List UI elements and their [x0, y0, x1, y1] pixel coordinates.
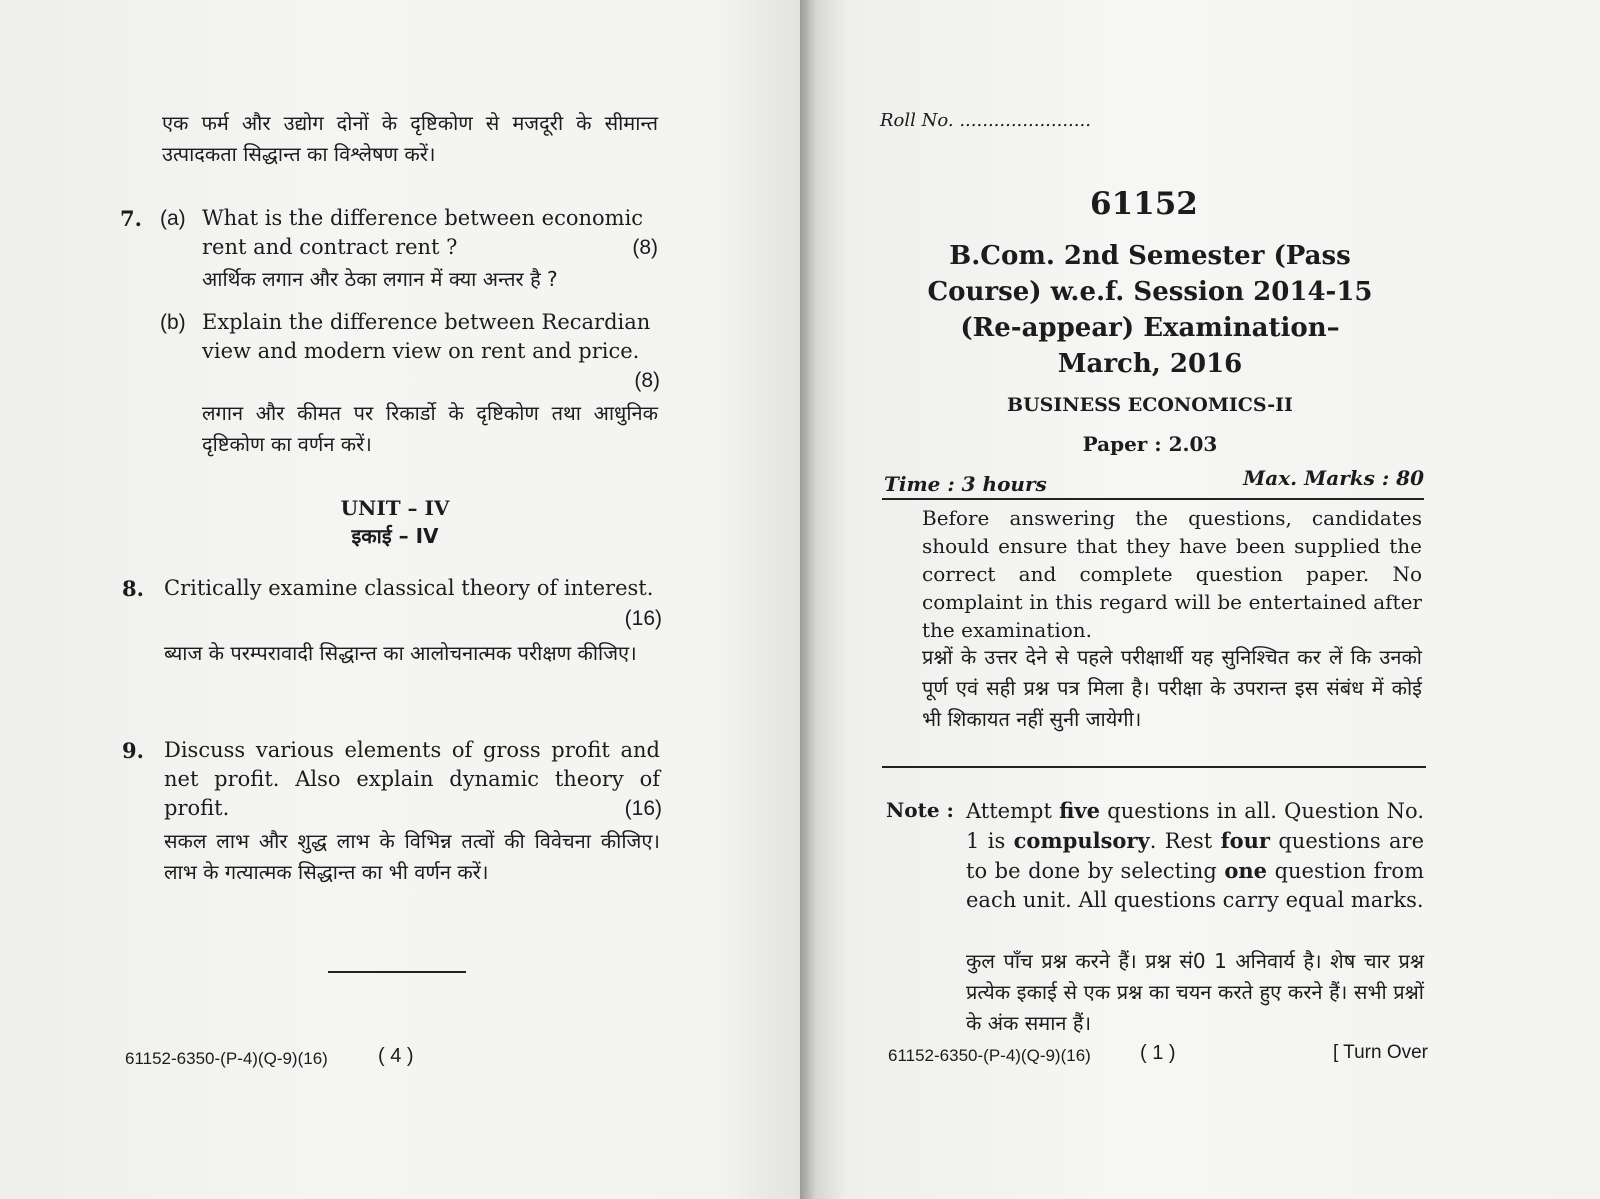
q8-hindi: ब्याज के परम्परावादी सिद्धान्त का आलोचनात्मक परीक्षण कीजिए।: [164, 641, 637, 665]
title-line: Course) w.e.f. Session 2014-15: [927, 277, 1373, 307]
unit-heading: [300, 494, 490, 550]
right-page-number: ( 1 ): [1140, 1042, 1176, 1064]
q9-hindi: सकल लाभ और शुद्ध लाभ के विभिन्न तत्वों की विवेचना कीजिए। लाभ के गत्यात्मक सिद्धान्त का भी वर्णन करें।: [164, 829, 660, 884]
turn-over: [ Turn Over: [1332, 1042, 1428, 1063]
note-hindi: कुल पाँच प्रश्न करने हैं। प्रश्न सं0 1 अनिवार्य है। शेष चार प्रश्न प्रत्येक इकाई से एक प्रश्न का चयन करते हुए करने हैं। सभी प्रश्नों के अंक समान हैं।: [966, 949, 1424, 1035]
q7a-text: [202, 204, 658, 262]
q9-text: Discuss various elements of gross profit and net profit. Also explain dynamic theory of profit.: [164, 738, 660, 820]
left-footer-code: 61152-6350-(P-4)(Q-9)(16): [125, 1049, 328, 1068]
note-part: question from each unit. All questions carry equal marks.: [966, 859, 1424, 912]
title-line: B.Com. 2nd Semester (Pass: [949, 241, 1351, 271]
q7b-label: (b): [160, 311, 186, 334]
right-page: [800, 0, 1600, 1199]
q7a-question: What is the difference between economic rent and contract rent ?: [202, 206, 644, 259]
paper-number: Paper : 2.03: [1082, 432, 1218, 456]
q9-number: 9.: [122, 738, 144, 763]
q7-number: 7.: [120, 206, 142, 231]
q7b-marks: (8): [634, 369, 660, 392]
title-line: (Re-appear) Examination–: [960, 313, 1340, 343]
q7b-hindi: लगान और कीमत पर रिकार्डो के दृष्टिकोण तथा आधुनिक दृष्टिकोण का वर्णन करें।: [202, 401, 658, 456]
q9-marks: (16): [624, 797, 662, 820]
instructions: Before answering the questions, candidates should ensure that they have been supplied the correct and complete question paper. No complaint in this regard will be entertained after the examination.: [922, 506, 1422, 642]
note-part: questions are to be done by selecting: [966, 829, 1424, 883]
note-emphasis: compulsory: [1013, 828, 1150, 853]
note-emphasis: four: [1220, 828, 1270, 853]
left-page-number: ( 4 ): [378, 1045, 414, 1067]
q8-number: 8.: [122, 576, 144, 601]
q7b-text: Explain the difference between Recardian view and modern view on rent and price.: [202, 310, 651, 363]
note-emphasis: one: [1224, 858, 1267, 883]
unit-title: UNIT – IV: [340, 496, 450, 520]
roll-no-field: Roll No. .......................: [880, 110, 1091, 131]
q8-marks: (16): [624, 607, 662, 630]
q8-text: Critically examine classical theory of interest.: [164, 576, 654, 600]
right-footer-code: 61152-6350-(P-4)(Q-9)(16): [888, 1046, 1091, 1065]
subject-title: BUSINESS ECONOMICS-II: [1007, 394, 1293, 416]
title-line: March, 2016: [1057, 349, 1243, 379]
note-emphasis: five: [1059, 798, 1100, 823]
instructions-rule: [882, 766, 1426, 768]
max-marks: Max. Marks : 80: [1243, 466, 1424, 490]
q7a-hindi: आर्थिक लगान और ठेका लगान में क्या अन्तर है ?: [202, 267, 558, 291]
time-allowed: Time : 3 hours: [884, 472, 1047, 496]
paper-code: 61152: [1090, 186, 1198, 222]
header-rule: [882, 498, 1424, 500]
note-part: Attempt: [966, 799, 1060, 823]
note-part: questions in all. Question No. 1 is: [966, 799, 1424, 853]
instructions-hindi: प्रश्नों के उत्तर देने से पहले परीक्षार्थी यह सुनिश्चित कर लें कि उनको पूर्ण एवं सही प्रश्न पत्र मिला है। परीक्षा के उपरान्त इस संबंध में कोई भी शिकायत नहीं सुनी जायेगी।: [922, 645, 1422, 731]
note-label: Note :: [886, 798, 954, 822]
q7a-label: (a): [160, 207, 186, 230]
q7a-marks: (8): [632, 236, 658, 259]
q6-hindi-continuation: एक फर्म और उद्योग दोनों के दृष्टिकोण से मजदूरी के सीमान्त उत्पादकता सिद्धान्त का विश्लेषण करें।: [162, 111, 658, 166]
unit-title-hindi: इकाई – IV: [351, 524, 439, 548]
end-rule: [328, 971, 466, 973]
note-part: . Rest: [1149, 829, 1221, 853]
note-text: [966, 796, 1424, 915]
exam-title: [900, 238, 1400, 382]
